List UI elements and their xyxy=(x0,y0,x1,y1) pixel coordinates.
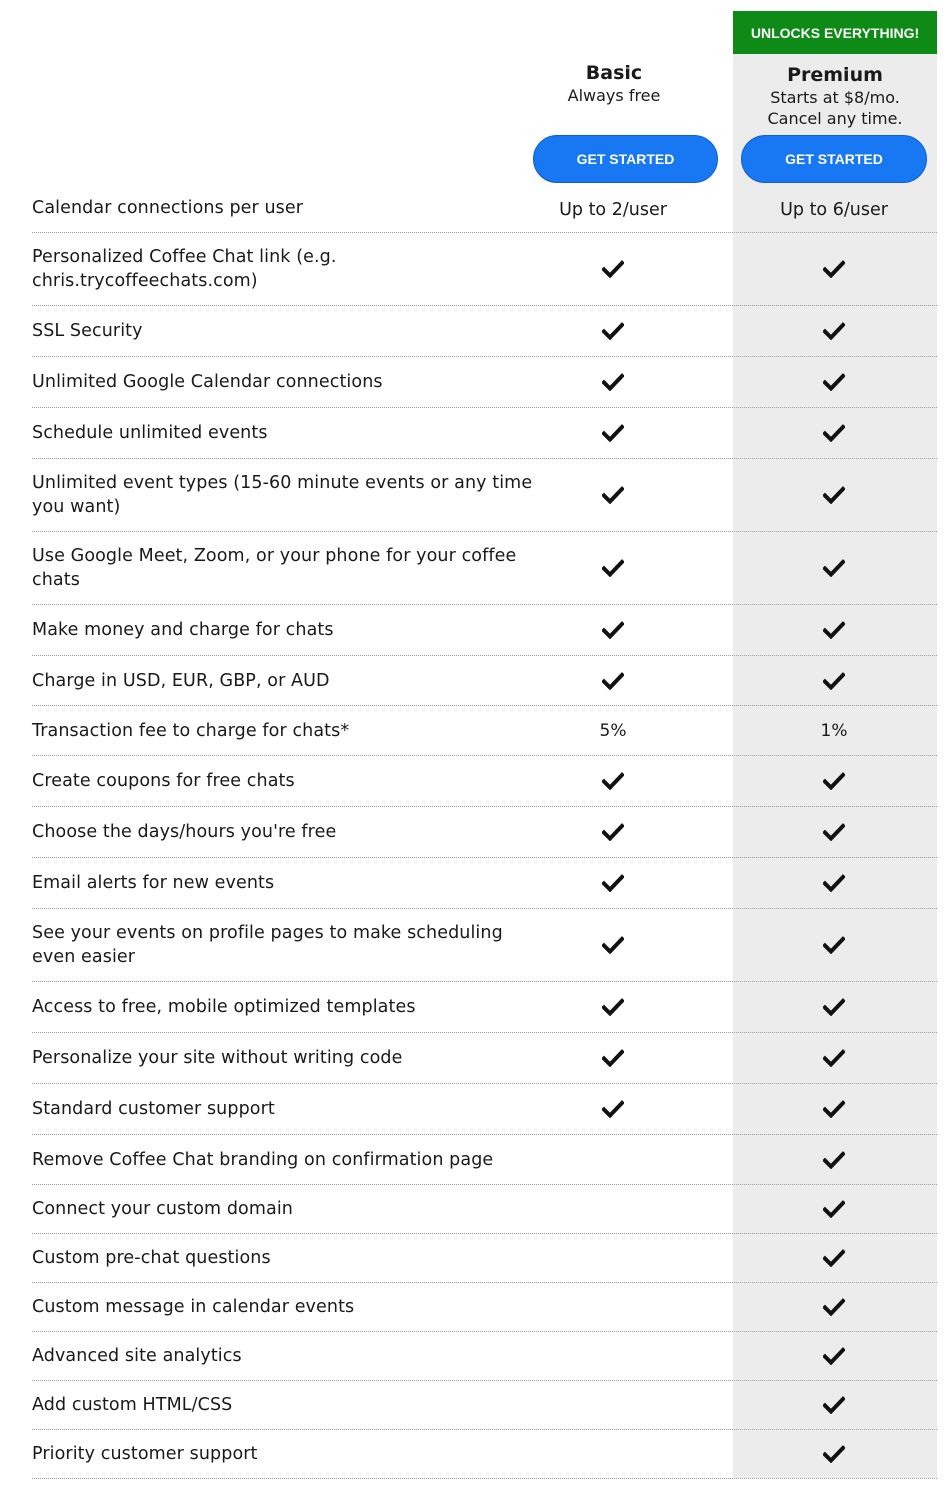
premium-value-cell xyxy=(754,233,914,305)
basic-value-cell xyxy=(533,183,693,232)
feature-label: Personalized Coffee Chat link (e.g. chris.trycoffeechats.com) xyxy=(32,247,337,291)
table-row xyxy=(32,1084,937,1135)
premium-value-cell xyxy=(754,1283,914,1331)
table-row xyxy=(32,1135,937,1185)
premium-value-text: 1% xyxy=(820,720,848,741)
check-icon xyxy=(823,424,845,442)
premium-value-cell xyxy=(754,183,914,232)
table-row xyxy=(32,858,937,909)
feature-label: Custom message in calendar events xyxy=(32,1297,355,1317)
basic-plan-subtitle: Always free xyxy=(567,86,661,105)
basic-value-cell xyxy=(533,1084,693,1134)
table-row xyxy=(32,1185,937,1234)
basic-plan-name: Basic xyxy=(585,62,643,84)
table-row xyxy=(32,233,937,306)
feature-label: Choose the days/hours you're free xyxy=(32,822,337,842)
premium-plan-price: Starts at $8/mo. xyxy=(770,88,900,107)
check-icon xyxy=(602,936,624,954)
feature-comparison-table xyxy=(32,183,937,1479)
basic-value-cell xyxy=(533,1381,693,1429)
check-icon xyxy=(823,1151,845,1169)
basic-value-cell xyxy=(533,532,693,604)
premium-value-cell xyxy=(754,408,914,458)
table-row xyxy=(32,756,937,807)
check-icon xyxy=(602,373,624,391)
premium-plan-cancel-note: Cancel any time. xyxy=(767,109,903,128)
premium-plan-header xyxy=(733,63,937,129)
check-icon xyxy=(602,559,624,577)
table-row xyxy=(32,909,937,982)
basic-value-cell xyxy=(533,306,693,356)
check-icon xyxy=(823,1347,845,1365)
table-row xyxy=(32,605,937,656)
table-row xyxy=(32,357,937,408)
premium-plan-name: Premium xyxy=(787,64,883,86)
feature-label: Email alerts for new events xyxy=(32,873,275,893)
basic-value-cell xyxy=(533,605,693,655)
feature-label: Charge in USD, EUR, GBP, or AUD xyxy=(32,670,330,691)
table-row xyxy=(32,408,937,459)
check-icon xyxy=(602,998,624,1016)
table-row xyxy=(32,1283,937,1332)
premium-value-cell xyxy=(754,605,914,655)
basic-value-cell xyxy=(533,459,693,531)
basic-value-cell xyxy=(533,1332,693,1380)
basic-value-cell xyxy=(533,706,693,755)
premium-value-cell xyxy=(754,459,914,531)
table-row xyxy=(32,807,937,858)
check-icon xyxy=(602,486,624,504)
check-icon xyxy=(602,874,624,892)
basic-value-cell xyxy=(533,1234,693,1282)
check-icon xyxy=(823,559,845,577)
premium-value-cell xyxy=(754,532,914,604)
basic-get-started-button[interactable]: GET STARTED xyxy=(533,135,718,183)
check-icon xyxy=(823,1396,845,1414)
table-row xyxy=(32,1033,937,1084)
unlocks-everything-badge: UNLOCKS EVERYTHING! xyxy=(733,11,937,54)
premium-value-cell xyxy=(754,756,914,806)
feature-label: Make money and charge for chats xyxy=(32,620,334,640)
premium-value-cell xyxy=(754,1430,914,1478)
feature-label: Remove Coffee Chat branding on confirmation page xyxy=(32,1149,494,1170)
feature-label: Transaction fee to charge for chats* xyxy=(32,720,350,741)
basic-value-cell xyxy=(533,756,693,806)
check-icon xyxy=(602,823,624,841)
check-icon xyxy=(602,424,624,442)
feature-label: See your events on profile pages to make scheduling even easier xyxy=(32,923,503,967)
basic-value-cell xyxy=(533,909,693,981)
feature-label: Calendar connections per user xyxy=(32,198,304,218)
feature-label: Add custom HTML/CSS xyxy=(32,1395,233,1415)
premium-value-cell xyxy=(754,306,914,356)
table-row xyxy=(32,1332,937,1381)
check-icon xyxy=(823,373,845,391)
premium-value-cell xyxy=(754,656,914,705)
basic-value-cell xyxy=(533,1283,693,1331)
table-row xyxy=(32,1430,937,1479)
premium-value-text: Up to 6/user xyxy=(780,200,888,220)
premium-value-cell xyxy=(754,858,914,908)
table-row xyxy=(32,656,937,706)
basic-value-text: Up to 2/user xyxy=(559,200,667,220)
check-icon xyxy=(823,936,845,954)
basic-value-cell xyxy=(533,1185,693,1233)
check-icon xyxy=(823,1445,845,1463)
table-row xyxy=(32,183,937,233)
basic-value-cell xyxy=(533,1430,693,1478)
feature-label: Unlimited Google Calendar connections xyxy=(32,372,383,392)
feature-label: Access to free, mobile optimized templates xyxy=(32,997,416,1017)
check-icon xyxy=(823,621,845,639)
check-icon xyxy=(823,1100,845,1118)
check-icon xyxy=(823,672,845,690)
basic-value-cell xyxy=(533,408,693,458)
table-row xyxy=(32,1234,937,1283)
premium-value-cell xyxy=(754,706,914,755)
check-icon xyxy=(602,1049,624,1067)
check-icon xyxy=(823,874,845,892)
premium-value-cell xyxy=(754,807,914,857)
premium-value-cell xyxy=(754,1234,914,1282)
feature-label: Schedule unlimited events xyxy=(32,423,268,443)
check-icon xyxy=(823,322,845,340)
premium-value-cell xyxy=(754,1033,914,1083)
basic-value-cell xyxy=(533,807,693,857)
feature-label: Connect your custom domain xyxy=(32,1199,293,1219)
basic-value-cell xyxy=(533,656,693,705)
table-row xyxy=(32,706,937,756)
check-icon xyxy=(823,772,845,790)
feature-label: Custom pre-chat questions xyxy=(32,1248,271,1268)
basic-value-cell xyxy=(533,858,693,908)
table-row xyxy=(32,532,937,605)
check-icon xyxy=(823,1298,845,1316)
check-icon xyxy=(823,1049,845,1067)
table-row xyxy=(32,1381,937,1430)
feature-label: Standard customer support xyxy=(32,1099,275,1119)
premium-get-started-button[interactable]: GET STARTED xyxy=(741,135,927,183)
check-icon xyxy=(602,621,624,639)
premium-value-cell xyxy=(754,1135,914,1184)
premium-value-cell xyxy=(754,357,914,407)
check-icon xyxy=(602,772,624,790)
feature-label: Personalize your site without writing code xyxy=(32,1048,403,1068)
basic-value-cell xyxy=(533,982,693,1032)
premium-value-cell xyxy=(754,1084,914,1134)
basic-value-cell xyxy=(533,1033,693,1083)
check-icon xyxy=(602,1100,624,1118)
check-icon xyxy=(823,486,845,504)
basic-value-cell xyxy=(533,233,693,305)
check-icon xyxy=(823,998,845,1016)
premium-value-cell xyxy=(754,982,914,1032)
basic-value-text: 5% xyxy=(599,720,627,741)
basic-value-cell xyxy=(533,1135,693,1184)
premium-value-cell xyxy=(754,1381,914,1429)
premium-value-cell xyxy=(754,909,914,981)
check-icon xyxy=(823,1249,845,1267)
check-icon xyxy=(602,260,624,278)
feature-label: Use Google Meet, Zoom, or your phone for your coffee chats xyxy=(32,546,517,590)
feature-label: Unlimited event types (15-60 minute events or any time you want) xyxy=(32,473,533,517)
feature-label: Create coupons for free chats xyxy=(32,771,295,791)
premium-value-cell xyxy=(754,1332,914,1380)
check-icon xyxy=(823,823,845,841)
feature-label: Advanced site analytics xyxy=(32,1346,242,1366)
table-row xyxy=(32,982,937,1033)
basic-value-cell xyxy=(533,357,693,407)
check-icon xyxy=(823,1200,845,1218)
basic-plan-header xyxy=(533,61,695,106)
check-icon xyxy=(602,672,624,690)
table-row xyxy=(32,306,937,357)
feature-label: Priority customer support xyxy=(32,1444,258,1464)
check-icon xyxy=(823,260,845,278)
check-icon xyxy=(602,322,624,340)
table-row xyxy=(32,459,937,532)
feature-label: SSL Security xyxy=(32,321,143,341)
premium-value-cell xyxy=(754,1185,914,1233)
